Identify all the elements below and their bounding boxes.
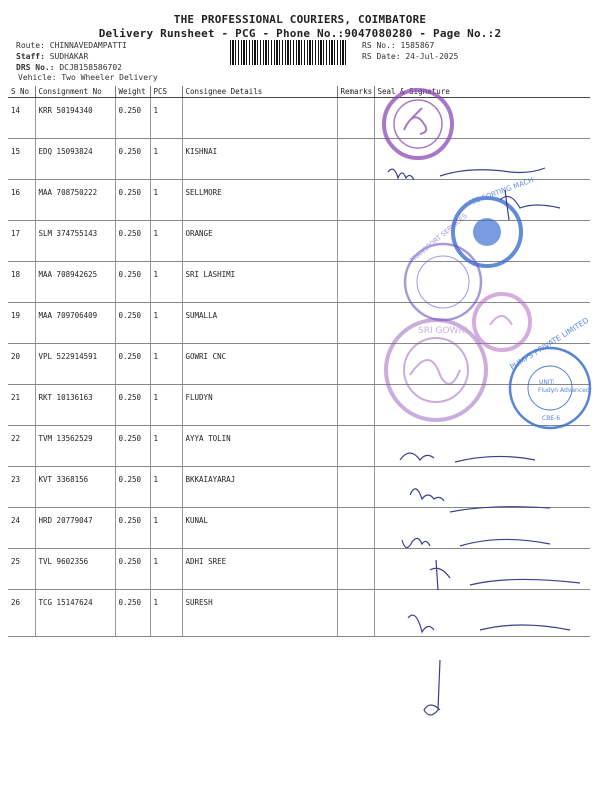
col-consignee: Consignee Details — [182, 86, 337, 98]
cell-seal-signature — [374, 139, 590, 180]
route-line: Route: CHINNAVEDAMPATTI — [16, 41, 127, 50]
cell-seal-signature — [374, 590, 590, 637]
cell-sno: 21 — [8, 385, 35, 426]
cell-sno: 26 — [8, 590, 35, 637]
barcode — [230, 40, 348, 65]
cell-remarks — [337, 98, 374, 139]
cell-consignee: GOWRI CNC — [182, 344, 337, 385]
cell-seal-signature — [374, 385, 590, 426]
staff-value: SUDHAKAR — [49, 52, 89, 61]
table-header-row — [8, 86, 590, 98]
cell-pcs: 1 — [150, 303, 182, 344]
cell-weight: 0.250 — [115, 467, 150, 508]
cell-weight: 0.250 — [115, 385, 150, 426]
cell-consignment-no: MAA 708942625 — [35, 262, 115, 303]
unit-city: CBE-6 — [542, 415, 561, 422]
transport-stamp-text: TRANSPORT SERVICES — [408, 211, 469, 265]
cell-consignee: KUNAL — [182, 508, 337, 549]
sorting-stamp-text: ICE SORTING MACH — [467, 176, 535, 207]
cell-weight: 0.250 — [115, 590, 150, 637]
runsheet-table — [8, 86, 590, 637]
cell-consignee: FLUDYN — [182, 385, 337, 426]
cell-weight: 0.250 — [115, 139, 150, 180]
cell-remarks — [337, 180, 374, 221]
cell-sno: 16 — [8, 180, 35, 221]
cell-pcs: 1 — [150, 426, 182, 467]
cell-sno: 24 — [8, 508, 35, 549]
vehicle-line: Vehicle: Two Wheeler Delivery — [18, 73, 158, 82]
col-remarks: Remarks — [337, 86, 374, 98]
cell-consignee: SUMALLA — [182, 303, 337, 344]
cell-consignee: KISHNAI — [182, 139, 337, 180]
cell-remarks — [337, 303, 374, 344]
cell-remarks — [337, 139, 374, 180]
cell-sno: 19 — [8, 303, 35, 344]
cell-consignment-no: RKT 10136163 — [35, 385, 115, 426]
col-seal-signature: Seal & Signature — [374, 86, 590, 98]
route-value: CHINNAVEDAMPATTI — [49, 41, 127, 50]
cell-remarks — [337, 344, 374, 385]
cell-remarks — [337, 549, 374, 590]
cell-pcs: 1 — [150, 139, 182, 180]
cell-pcs: 1 — [150, 344, 182, 385]
cell-weight: 0.250 — [115, 98, 150, 139]
cell-pcs: 1 — [150, 262, 182, 303]
cell-pcs: 1 — [150, 385, 182, 426]
table-row — [8, 139, 590, 180]
table-row — [8, 549, 590, 590]
cell-pcs: 1 — [150, 221, 182, 262]
table-row — [8, 221, 590, 262]
cell-sno: 18 — [8, 262, 35, 303]
drs-value: DCJB158586702 — [59, 63, 122, 72]
cell-pcs: 1 — [150, 98, 182, 139]
unit-stamp-text: PUMPS PRIVATE LIMITED — [508, 315, 591, 372]
cell-consignment-no: TCG 15147624 — [35, 590, 115, 637]
cell-seal-signature — [374, 303, 590, 344]
cell-weight: 0.250 — [115, 426, 150, 467]
rs-no-line: RS No.: 1585867 — [362, 41, 435, 50]
unit-name: Fludyn Advanced — [538, 387, 590, 394]
table-row — [8, 590, 590, 637]
cell-seal-signature — [374, 344, 590, 385]
cell-consignment-no: HRD 20779047 — [35, 508, 115, 549]
unit-label: UNIT: — [539, 379, 555, 386]
cell-weight: 0.250 — [115, 180, 150, 221]
table-row — [8, 426, 590, 467]
cell-consignment-no: EDQ 15093824 — [35, 139, 115, 180]
cell-pcs: 1 — [150, 180, 182, 221]
cell-remarks — [337, 426, 374, 467]
rs-no-value: 1585867 — [400, 41, 435, 50]
cell-sno: 20 — [8, 344, 35, 385]
cell-sno: 25 — [8, 549, 35, 590]
table-row — [8, 385, 590, 426]
cell-seal-signature — [374, 221, 590, 262]
col-sno: S No — [8, 86, 35, 98]
cell-sno: 15 — [8, 139, 35, 180]
table-row — [8, 303, 590, 344]
vehicle-value: Two Wheeler Delivery — [61, 73, 158, 82]
cell-weight: 0.250 — [115, 262, 150, 303]
cell-consignee: BKKAIAYARAJ — [182, 467, 337, 508]
table-row — [8, 262, 590, 303]
cell-seal-signature — [374, 549, 590, 590]
cell-sno: 17 — [8, 221, 35, 262]
cell-consignment-no: TVL 9602356 — [35, 549, 115, 590]
cell-seal-signature — [374, 262, 590, 303]
cell-consignment-no: SLM 374755143 — [35, 221, 115, 262]
cell-seal-signature — [374, 426, 590, 467]
cell-pcs: 1 — [150, 467, 182, 508]
cell-weight: 0.250 — [115, 549, 150, 590]
cell-consignee: ADHI SREE — [182, 549, 337, 590]
cell-consignee: SURESH — [182, 590, 337, 637]
table-row — [8, 467, 590, 508]
cell-pcs: 1 — [150, 508, 182, 549]
cell-consignee: SELLMORE — [182, 180, 337, 221]
cell-consignment-no: MAA 709706409 — [35, 303, 115, 344]
cell-sno: 23 — [8, 467, 35, 508]
cell-remarks — [337, 385, 374, 426]
cell-remarks — [337, 467, 374, 508]
cell-weight: 0.250 — [115, 221, 150, 262]
cell-remarks — [337, 221, 374, 262]
table-row — [8, 98, 590, 139]
cell-consignment-no: KVT 3368156 — [35, 467, 115, 508]
cell-sno: 22 — [8, 426, 35, 467]
cell-consignee — [182, 98, 337, 139]
col-consignment: Consignment No — [35, 86, 115, 98]
cell-seal-signature — [374, 180, 590, 221]
cell-remarks — [337, 508, 374, 549]
cell-weight: 0.250 — [115, 303, 150, 344]
cell-pcs: 1 — [150, 549, 182, 590]
cell-remarks — [337, 262, 374, 303]
table-row — [8, 508, 590, 549]
cell-consignment-no: MAA 708750222 — [35, 180, 115, 221]
cell-weight: 0.250 — [115, 508, 150, 549]
rs-date-line: RS Date: 24-Jul-2025 — [362, 52, 459, 61]
company-title: THE PROFESSIONAL COURIERS, COIMBATORE — [173, 13, 427, 26]
cell-consignment-no: KRR 50194340 — [35, 98, 115, 139]
cell-seal-signature — [374, 467, 590, 508]
cell-weight: 0.250 — [115, 344, 150, 385]
cell-consignment-no: TVM 13562529 — [35, 426, 115, 467]
cell-consignee: ORANGE — [182, 221, 337, 262]
rs-date-value: 24-Jul-2025 — [405, 52, 459, 61]
gowri-stamp-text: SRI GOWRI — [418, 326, 468, 336]
drs-line: DRS No.: DCJB158586702 — [16, 63, 122, 72]
cell-consignee: SRI LASHIMI — [182, 262, 337, 303]
signature-bottom-stroke — [424, 660, 440, 715]
table-row — [8, 344, 590, 385]
cell-remarks — [337, 590, 374, 637]
cell-pcs: 1 — [150, 590, 182, 637]
cell-seal-signature — [374, 98, 590, 139]
staff-line: Staff: SUDHAKAR — [16, 52, 89, 61]
cell-consignee: AYYA TOLIN — [182, 426, 337, 467]
col-weight: Weight — [115, 86, 150, 98]
col-pcs: PCS — [150, 86, 182, 98]
cell-seal-signature — [374, 508, 590, 549]
cell-sno: 14 — [8, 98, 35, 139]
cell-consignment-no: VPL 522914591 — [35, 344, 115, 385]
table-row — [8, 180, 590, 221]
runsheet-subtitle: Delivery Runsheet - PCG - Phone No.:9047080280 - Page No.:2 — [98, 27, 502, 40]
